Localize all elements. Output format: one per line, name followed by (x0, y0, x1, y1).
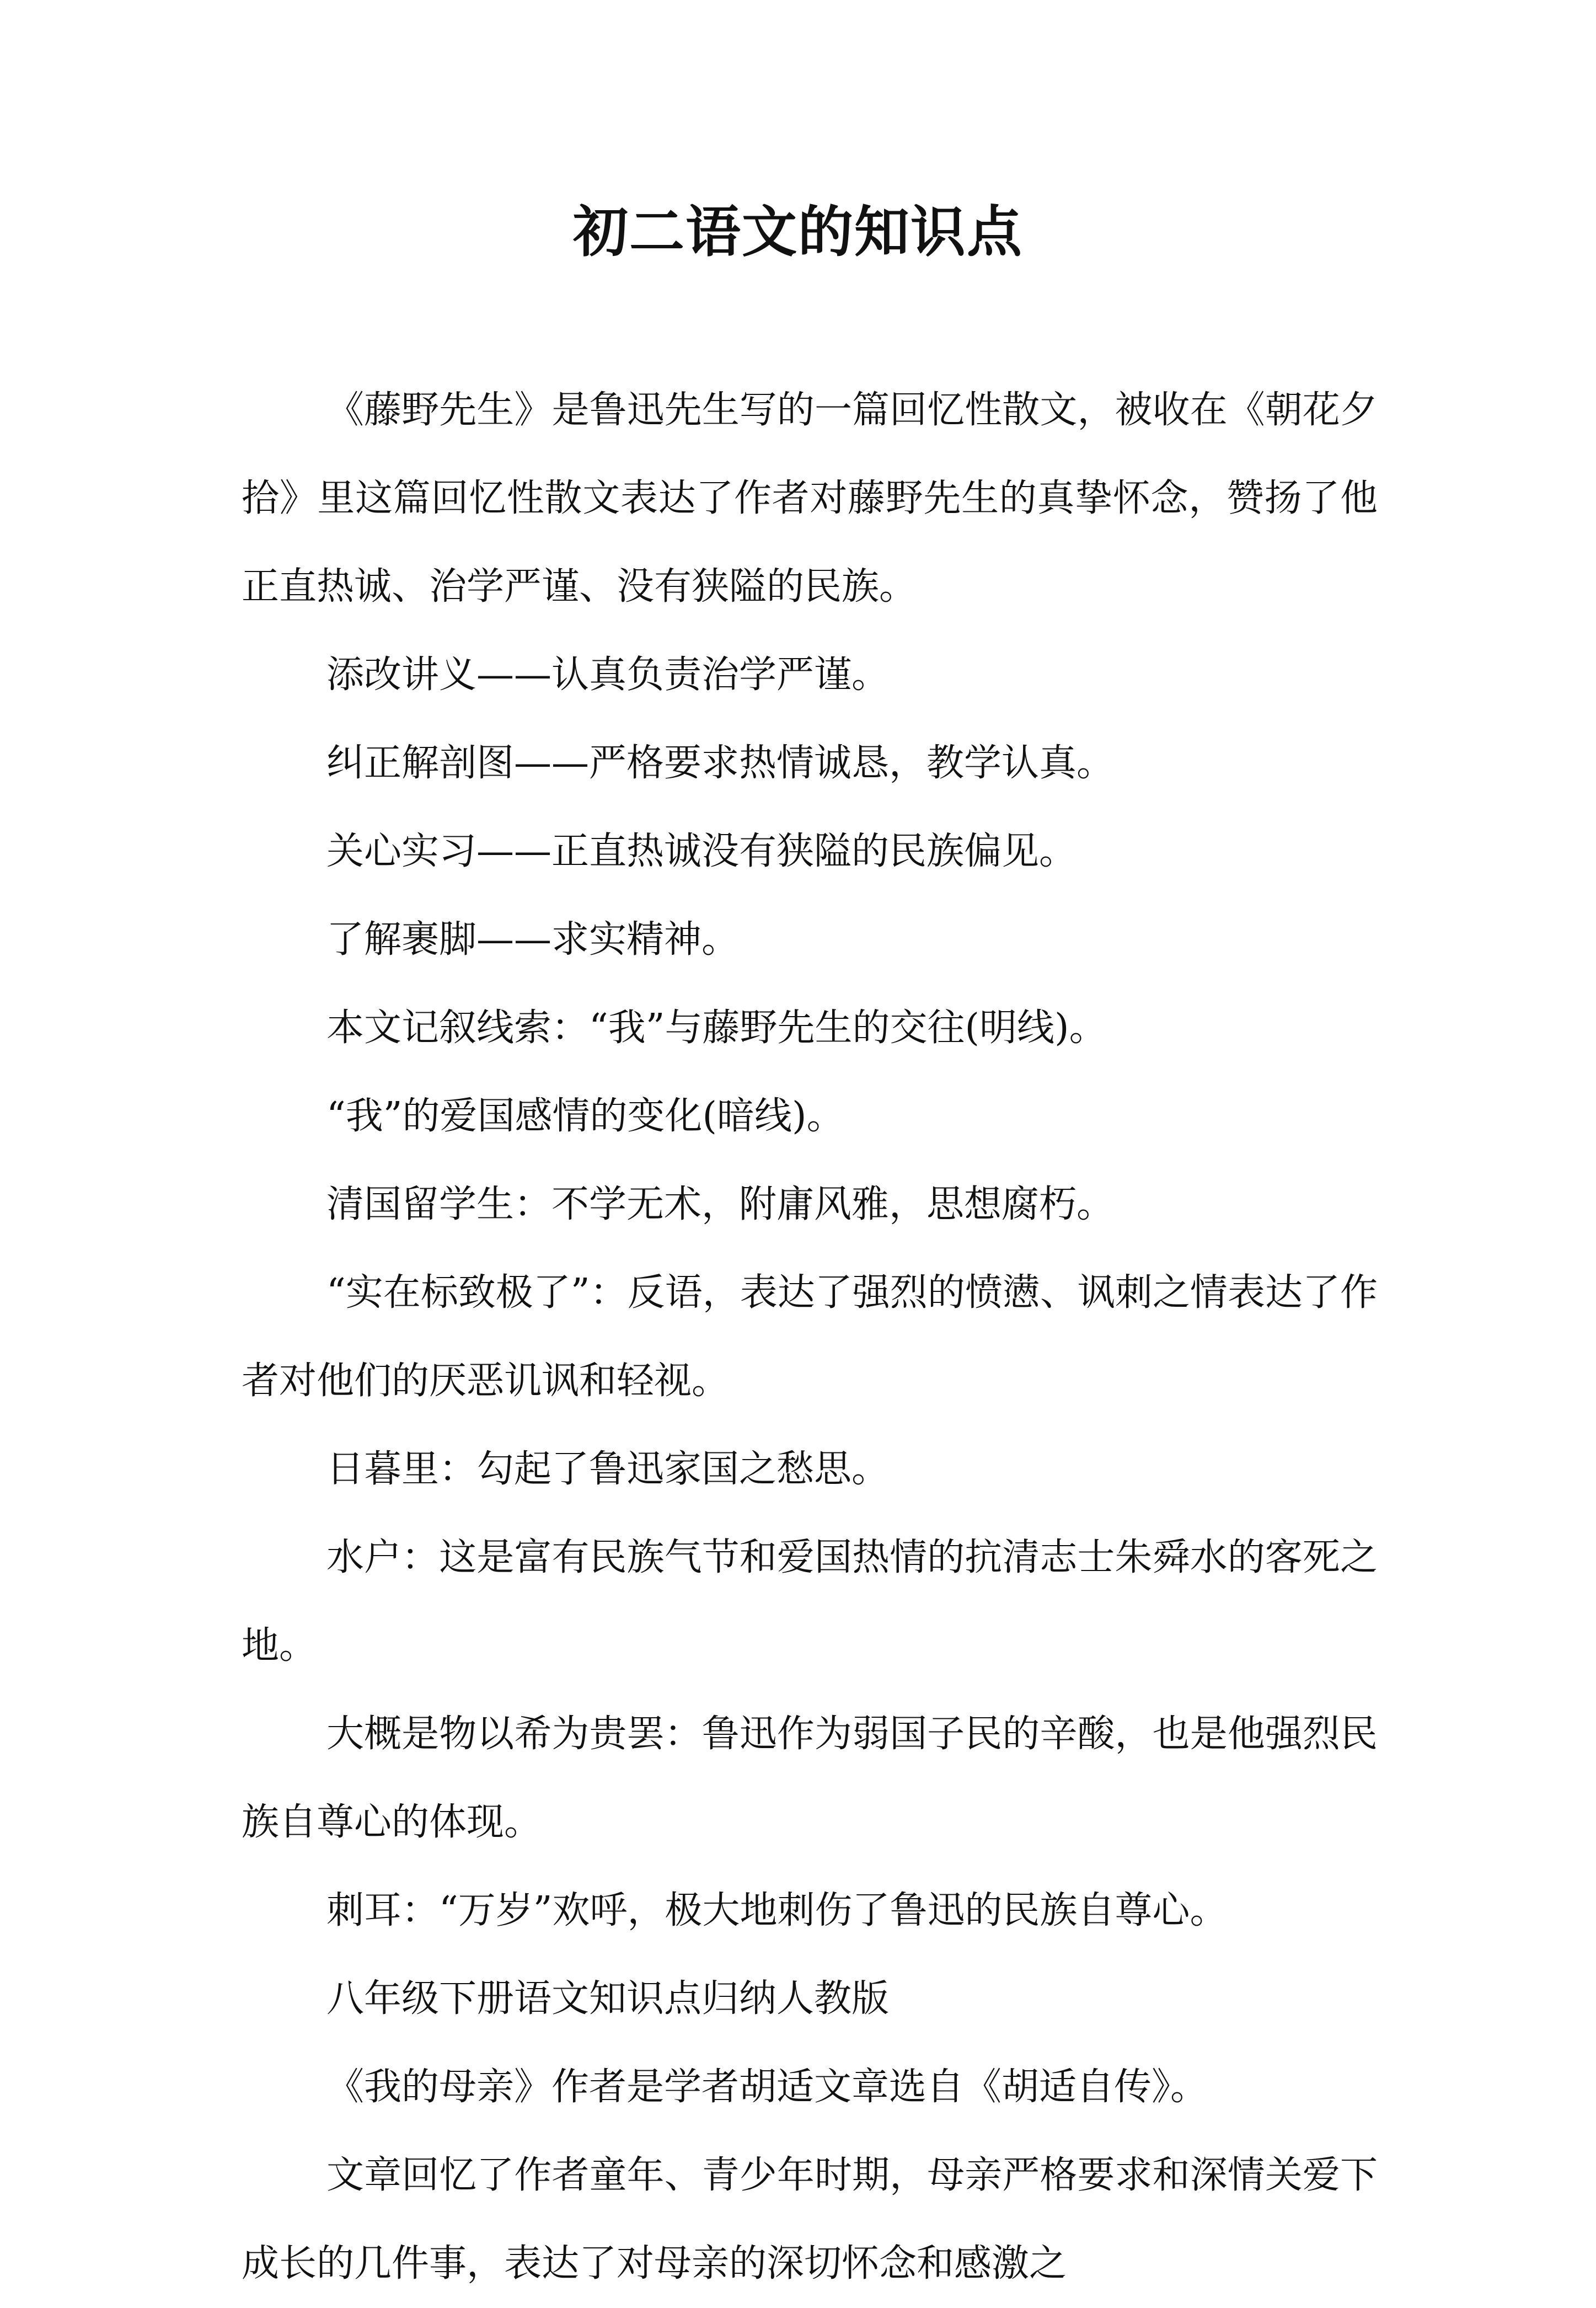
paragraph: 本文记叙线索：“我”与藤野先生的交往(明线)。 (326, 1006, 1107, 1050)
paragraph: 刺耳：“万岁”欢呼，极大地刺伤了鲁迅的民族自尊心。 (326, 1889, 1228, 1932)
document-body (242, 366, 1378, 2308)
paragraph: 清国留学生：不学无术，附庸风雅，思想腐朽。 (326, 1183, 1115, 1226)
paragraph: 文章回忆了作者童年、青少年时期，母亲严格要求和深情关爱下成长的几件事，表达了对母亲的深切怀念和感激之 (242, 2154, 1378, 2285)
section-heading: 八年级下册语文知识点归纳人教版 (326, 1977, 890, 2021)
paragraph: 关心实习——正直热诚没有狭隘的民族偏见。 (326, 830, 1077, 873)
paragraph: 日暮里：勾起了鲁迅家国之愁思。 (326, 1447, 890, 1491)
paragraph: “实在标致极了”：反语，表达了强烈的愤懑、讽刺之情表达了作者对他们的厌恶讥讽和轻视。 (242, 1271, 1378, 1403)
paragraph: 《我的母亲》作者是学者胡适文章选自《胡适自传》。 (326, 2065, 1208, 2109)
paragraph: “我”的爱国感情的变化(暗线)。 (326, 1094, 844, 1138)
paragraph: 水户：这是富有民族气节和爱国热情的抗清志士朱舜水的客死之地。 (242, 1536, 1378, 1668)
page-title: 初二语文的知识点 (573, 199, 1023, 264)
paragraph: 纠正解剖图——严格要求热情诚恳，教学认真。 (326, 741, 1115, 785)
paragraph: 《藤野先生》是鲁迅先生写的一篇回忆性散文，被收在《朝花夕拾》里这篇回忆性散文表达了作者对藤野先生的真挚怀念，赞扬了他正直热诚、治学严谨、没有狭隘的民族。 (242, 388, 1378, 608)
paragraph: 添改讲义——认真负责治学严谨。 (326, 653, 890, 697)
paragraph: 了解裹脚——求实精神。 (326, 918, 740, 961)
paragraph: 大概是物以希为贵罢：鲁迅作为弱国子民的辛酸，也是他强烈民族自尊心的体现。 (242, 1712, 1378, 1844)
